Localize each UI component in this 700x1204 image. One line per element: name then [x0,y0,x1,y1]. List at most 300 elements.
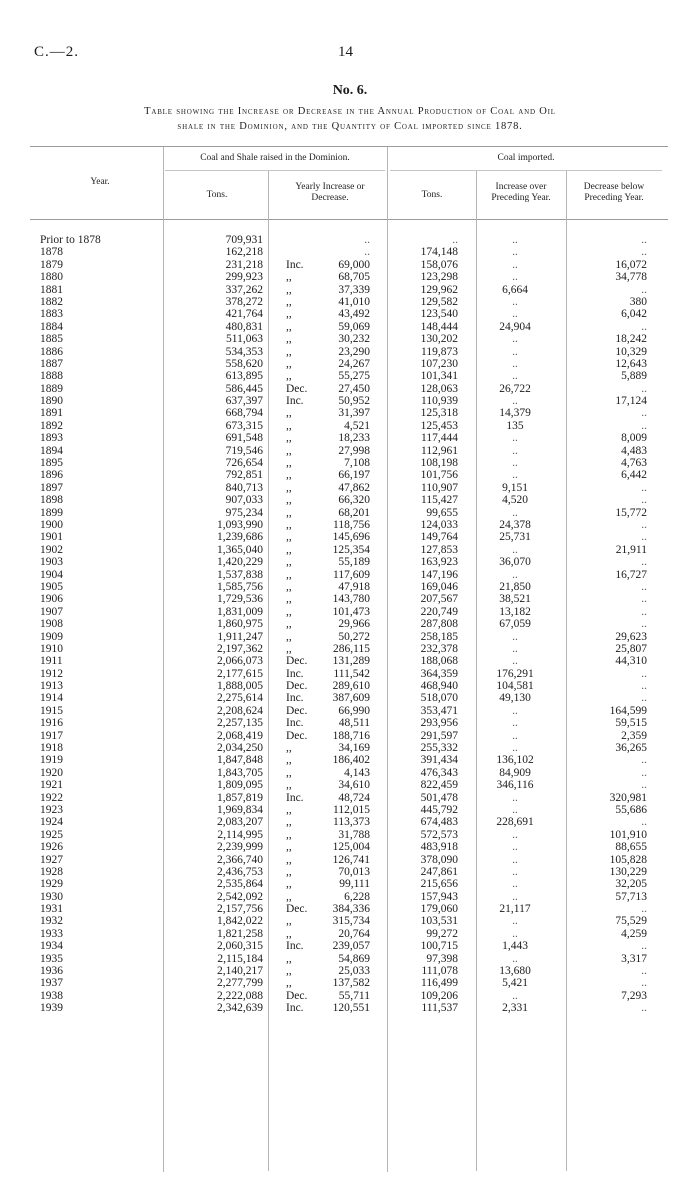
imported-tons-cell: 148,444 [420,320,458,333]
decrease-cell: 25,807 [615,642,647,655]
table-body [0,234,700,1015]
decrease-cell: .. [641,940,647,953]
year-cell: 1880 [40,271,63,284]
imported-tons-cell: 822,459 [420,779,458,792]
yearly-change-cell: 7,108 [344,457,370,470]
raised-tons-cell: 586,445 [225,382,263,395]
decrease-cell: .. [641,903,647,916]
year-cell: 1904 [40,568,63,581]
raised-tons-cell: 2,535,864 [217,878,263,891]
table-row [0,321,700,333]
imported-tons-cell: 291,597 [420,729,458,742]
yearly-change-cell: 68,201 [338,506,370,519]
change-label-cell: Inc. [286,1002,304,1015]
yearly-change-cell: 6,228 [344,890,370,903]
decrease-cell: 10,329 [615,345,647,358]
increase-cell: .. [512,506,518,519]
table-row [0,767,700,779]
table-row [0,878,700,890]
decrease-cell: .. [641,618,647,631]
imported-tons-cell: 255,332 [420,742,458,755]
table-row [0,903,700,915]
decrease-cell: 12,643 [615,357,647,370]
yearly-change-cell: 68,705 [338,271,370,284]
imported-tons-cell: 353,471 [420,704,458,717]
decrease-cell: .. [641,419,647,432]
increase-cell: 135 [506,419,524,432]
raised-tons-cell: 2,197,362 [217,642,263,655]
decrease-cell: 164,599 [609,704,647,717]
decrease-cell: .. [641,531,647,544]
table-row [0,928,700,940]
increase-cell: 24,904 [499,320,531,333]
raised-tons-cell: 337,262 [225,283,263,296]
change-label-cell: ,, [286,865,292,878]
imported-tons-cell: 157,943 [420,890,458,903]
raised-tons-cell: 2,277,799 [217,977,263,990]
raised-tons-cell: 1,843,705 [217,766,263,779]
raised-tons-cell: 840,713 [225,481,263,494]
yearly-change-cell: 50,272 [338,630,370,643]
raised-tons-cell: 480,831 [225,320,263,333]
change-label-cell: ,, [286,977,292,990]
table-row [0,395,700,407]
decrease-cell: 3,317 [621,952,647,965]
table-number: No. 6. [332,83,368,98]
yearly-change-cell: 37,339 [338,283,370,296]
increase-cell: 2,331 [502,1002,528,1015]
increase-cell: 14,379 [499,407,531,420]
raised-tons-cell: 709,931 [225,234,263,246]
raised-tons-cell: 719,546 [225,444,263,457]
change-label-cell: ,, [286,518,292,531]
increase-cell: .. [512,258,518,271]
imported-tons-cell: 188,068 [420,655,458,668]
imported-tons-cell: 674,483 [420,816,458,829]
decrease-cell: 6,042 [621,308,647,321]
table-row [0,507,700,519]
table-row [0,234,700,246]
change-label-cell: ,, [286,890,292,903]
year-cell: 1921 [40,779,63,792]
yearly-change-cell: 384,336 [332,903,370,916]
yearly-change-cell: 113,373 [333,816,370,829]
increase-cell: .. [512,357,518,370]
raised-tons-cell: 511,063 [226,333,263,346]
imported-tons-cell: 127,853 [420,543,458,556]
year-cell: 1891 [40,407,63,420]
year-cell: 1888 [40,370,63,383]
change-label-cell: ,, [286,618,292,631]
header-bottom-rule [30,219,668,220]
year-cell: 1907 [40,605,63,618]
change-label-cell: ,, [286,494,292,507]
change-label-cell: ,, [286,432,292,445]
increase-cell: .. [512,457,518,470]
change-label-cell: ,, [286,754,292,767]
year-cell: 1887 [40,357,63,370]
change-label-cell: ,, [286,419,292,432]
decrease-cell: 57,713 [615,890,647,903]
decrease-cell: 88,655 [615,841,647,854]
col-header-raised-tons: Tons. [206,190,228,200]
decrease-cell: 34,778 [615,271,647,284]
yearly-change-cell: 126,741 [332,853,370,866]
raised-tons-cell: 668,794 [225,407,263,420]
raised-tons-cell: 975,234 [225,506,263,519]
year-cell: 1937 [40,977,63,990]
raised-tons-cell: 1,537,838 [217,568,263,581]
increase-cell: .. [512,890,518,903]
imported-tons-cell: 158,076 [420,258,458,271]
change-label-cell: ,, [286,766,292,779]
table-row [0,668,700,680]
increase-cell: .. [512,704,518,717]
year-cell: 1893 [40,432,63,445]
decrease-cell: 15,772 [615,506,647,519]
increase-cell: .. [512,803,518,816]
table-row [0,383,700,395]
decrease-cell: .. [641,1002,647,1015]
imported-tons-cell: 99,655 [426,506,458,519]
table-row [0,692,700,704]
imported-tons-cell: 445,792 [420,803,458,816]
year-cell: 1936 [40,965,63,978]
change-label-cell: ,, [286,457,292,470]
decrease-cell: 16,727 [615,568,647,581]
imported-tons-cell: 129,582 [420,295,458,308]
yearly-change-cell: 41,010 [338,295,370,308]
year-cell: 1939 [40,1002,63,1015]
increase-cell: .. [512,717,518,730]
decrease-cell: .. [641,593,647,606]
table-row [0,420,700,432]
year-cell: 1897 [40,481,63,494]
decrease-cell: 105,828 [609,853,647,866]
table-row [0,432,700,444]
table-row [0,953,700,965]
raised-tons-cell: 2,239,999 [217,841,263,854]
year-cell: 1900 [40,518,63,531]
yearly-change-cell: 70,013 [338,865,370,878]
change-label-cell: ,, [286,444,292,457]
decrease-cell: .. [641,246,647,259]
decrease-cell: .. [641,605,647,618]
change-label-cell: Inc. [286,940,304,953]
yearly-change-cell: 25,033 [338,965,370,978]
increase-cell: 104,581 [496,680,534,693]
decrease-cell: 36,265 [615,742,647,755]
year-cell: 1926 [40,841,63,854]
increase-cell: .. [512,469,518,482]
year-cell: 1908 [40,618,63,631]
yearly-change-cell: .. [364,246,370,259]
increase-cell: 67,059 [499,618,531,631]
raised-tons-cell: 1,821,258 [217,927,263,940]
imported-tons-cell: 101,341 [420,370,458,383]
raised-tons-cell: 421,764 [225,308,263,321]
yearly-change-cell: 188,716 [332,729,370,742]
year-cell: 1927 [40,853,63,866]
table-row [0,891,700,903]
increase-cell: 36,070 [499,556,531,569]
change-label-cell: ,, [286,927,292,940]
col-header-yearly-change: Yearly Increase or Decrease. [295,182,365,203]
imported-tons-cell: 101,756 [420,469,458,482]
change-label-cell: ,, [286,506,292,519]
increase-cell: .. [512,791,518,804]
year-cell: 1930 [40,890,63,903]
increase-cell: 13,182 [499,605,531,618]
yearly-change-cell: 47,918 [338,580,370,593]
table-row [0,556,700,568]
table-row [0,680,700,692]
decrease-cell: 29,623 [615,630,647,643]
decrease-cell: .. [641,965,647,978]
table-row [0,581,700,593]
imported-tons-cell: 115,427 [421,494,458,507]
change-label-cell: Inc. [286,692,304,705]
imported-tons-cell: 112,961 [421,444,458,457]
table-row [0,296,700,308]
raised-tons-cell: 1,857,819 [217,791,263,804]
raised-tons-cell: 2,140,217 [217,965,263,978]
raised-tons-cell: 792,851 [225,469,263,482]
raised-tons-cell: 2,542,092 [217,890,263,903]
yearly-change-cell: .. [364,234,370,246]
decrease-cell: 130,229 [609,865,647,878]
increase-cell: .. [512,742,518,755]
raised-tons-cell: 1,585,756 [217,580,263,593]
table-row [0,804,700,816]
table-row [0,407,700,419]
imported-tons-cell: 147,196 [420,568,458,581]
raised-tons-cell: 534,353 [225,345,263,358]
raised-tons-cell: 2,208,624 [217,704,263,717]
table-row [0,940,700,952]
year-cell: 1929 [40,878,63,891]
table-top-rule [30,146,668,147]
decrease-cell: .. [641,680,647,693]
table-row [0,754,700,766]
year-cell: 1878 [40,246,63,259]
decrease-cell: 8,009 [621,432,647,445]
change-label-cell: ,, [286,642,292,655]
increase-cell: 13,680 [499,965,531,978]
table-caption [30,104,670,134]
raised-tons-cell: 162,218 [225,246,263,259]
table-row [0,333,700,345]
raised-tons-cell: 907,033 [225,494,263,507]
yearly-change-cell: 47,862 [338,481,370,494]
yearly-change-cell: 20,764 [338,927,370,940]
change-label-cell: ,, [286,965,292,978]
increase-cell: 38,521 [499,593,531,606]
imported-tons-cell: 99,272 [426,927,458,940]
change-label-cell: ,, [286,915,292,928]
table-row [0,779,700,791]
year-cell: 1884 [40,320,63,333]
increase-cell: .. [512,234,518,246]
raised-tons-cell: 2,157,756 [217,903,263,916]
table-row [0,1002,700,1014]
raised-tons-cell: 2,222,088 [217,989,263,1002]
decrease-cell: .. [641,382,647,395]
increase-cell: 24,378 [499,518,531,531]
yearly-change-cell: 387,609 [332,692,370,705]
decrease-cell: 5,889 [621,370,647,383]
table-row [0,284,700,296]
increase-cell: 21,117 [499,903,531,916]
increase-cell: 25,731 [499,531,531,544]
decrease-cell: .. [641,494,647,507]
year-cell: 1928 [40,865,63,878]
yearly-change-cell: 239,057 [332,940,370,953]
yearly-change-cell: 50,952 [338,395,370,408]
change-label-cell: ,, [286,779,292,792]
yearly-change-cell: 66,990 [338,704,370,717]
change-label-cell: ,, [286,816,292,829]
change-label-cell: ,, [286,828,292,841]
increase-cell: .. [512,370,518,383]
year-cell: 1898 [40,494,63,507]
increase-cell: .. [512,878,518,891]
increase-cell: .. [512,989,518,1002]
increase-cell: .. [512,952,518,965]
table-row [0,717,700,729]
table-row [0,655,700,667]
decrease-cell: .. [641,977,647,990]
yearly-change-cell: 24,267 [338,357,370,370]
change-label-cell: ,, [286,469,292,482]
col-group-imported: Coal imported. [497,153,555,163]
change-label-cell: ,, [286,593,292,606]
raised-tons-cell: 2,115,184 [217,952,263,965]
year-cell: 1906 [40,593,63,606]
yearly-change-cell: 125,354 [332,543,370,556]
yearly-change-cell: 59,069 [338,320,370,333]
year-cell: Prior to 1878 [40,234,101,246]
table-row [0,816,700,828]
yearly-change-cell: 48,511 [338,717,370,730]
increase-cell: .. [512,568,518,581]
raised-tons-cell: 1,911,247 [217,630,263,643]
increase-cell: 176,291 [496,667,534,680]
increase-cell: 9,151 [502,481,528,494]
decrease-cell: 4,763 [621,457,647,470]
year-cell: 1919 [40,754,63,767]
raised-tons-cell: 378,272 [225,295,263,308]
table-row [0,730,700,742]
year-cell: 1899 [40,506,63,519]
table-row [0,445,700,457]
raised-tons-cell: 673,315 [225,419,263,432]
yearly-change-cell: 66,320 [338,494,370,507]
change-label-cell: Inc. [286,717,304,730]
table-row [0,346,700,358]
imported-tons-cell: 572,573 [420,828,458,841]
imported-tons-cell: 258,185 [420,630,458,643]
increase-cell: .. [512,828,518,841]
table-row [0,643,700,655]
year-cell: 1885 [40,333,63,346]
increase-cell: 136,102 [496,754,534,767]
year-cell: 1913 [40,680,63,693]
decrease-cell: .. [641,766,647,779]
table-row [0,308,700,320]
yearly-change-cell: 30,232 [338,333,370,346]
change-label-cell: Dec. [286,680,308,693]
decrease-cell: .. [641,816,647,829]
yearly-change-cell: 55,275 [338,370,370,383]
table-row [0,965,700,977]
increase-cell: .. [512,432,518,445]
imported-tons-cell: 119,873 [421,345,458,358]
year-cell: 1901 [40,531,63,544]
imported-tons-cell: 220,749 [420,605,458,618]
year-cell: 1932 [40,915,63,928]
change-label-cell: ,, [286,543,292,556]
yearly-change-cell: 125,004 [332,841,370,854]
change-label-cell: ,, [286,320,292,333]
year-cell: 1879 [40,258,63,271]
increase-cell: .. [512,395,518,408]
year-cell: 1881 [40,283,63,296]
page-reference: C.—2. [34,44,80,60]
year-cell: 1934 [40,940,63,953]
year-cell: 1882 [40,295,63,308]
change-label-cell: ,, [286,370,292,383]
caption-line-2: shale in the Dominion, and the Quantity of Coal imported since 1878. [177,121,523,132]
increase-cell: 84,909 [499,766,531,779]
change-label-cell: Dec. [286,382,308,395]
year-cell: 1911 [40,655,63,668]
year-cell: 1903 [40,556,63,569]
raised-tons-cell: 558,620 [225,357,263,370]
imported-tons-cell: 378,090 [420,853,458,866]
col-group-raised: Coal and Shale raised in the Dominion. [200,153,350,163]
year-cell: 1910 [40,642,63,655]
raised-tons-cell: 2,083,207 [217,816,263,829]
increase-cell: 5,421 [502,977,528,990]
yearly-change-cell: 31,788 [338,828,370,841]
table-row [0,618,700,630]
decrease-cell: 21,911 [615,543,647,556]
group-imported-rule [390,170,662,171]
table-row [0,841,700,853]
table-row [0,469,700,481]
change-label-cell: ,, [286,345,292,358]
yearly-change-cell: 34,169 [338,742,370,755]
change-label-cell: Inc. [286,395,304,408]
imported-tons-cell: 163,923 [420,556,458,569]
year-cell: 1938 [40,989,63,1002]
imported-tons-cell: 109,206 [420,989,458,1002]
decrease-cell: 6,442 [621,469,647,482]
imported-tons-cell: 128,063 [420,382,458,395]
change-label-cell: Dec. [286,655,308,668]
change-label-cell: ,, [286,742,292,755]
table-row [0,370,700,382]
table-row [0,705,700,717]
increase-cell: .. [512,927,518,940]
year-cell: 1933 [40,927,63,940]
yearly-change-cell: 186,402 [332,754,370,767]
decrease-cell: .. [641,667,647,680]
year-cell: 1920 [40,766,63,779]
decrease-cell: 101,910 [609,828,647,841]
yearly-change-cell: 101,473 [332,605,370,618]
